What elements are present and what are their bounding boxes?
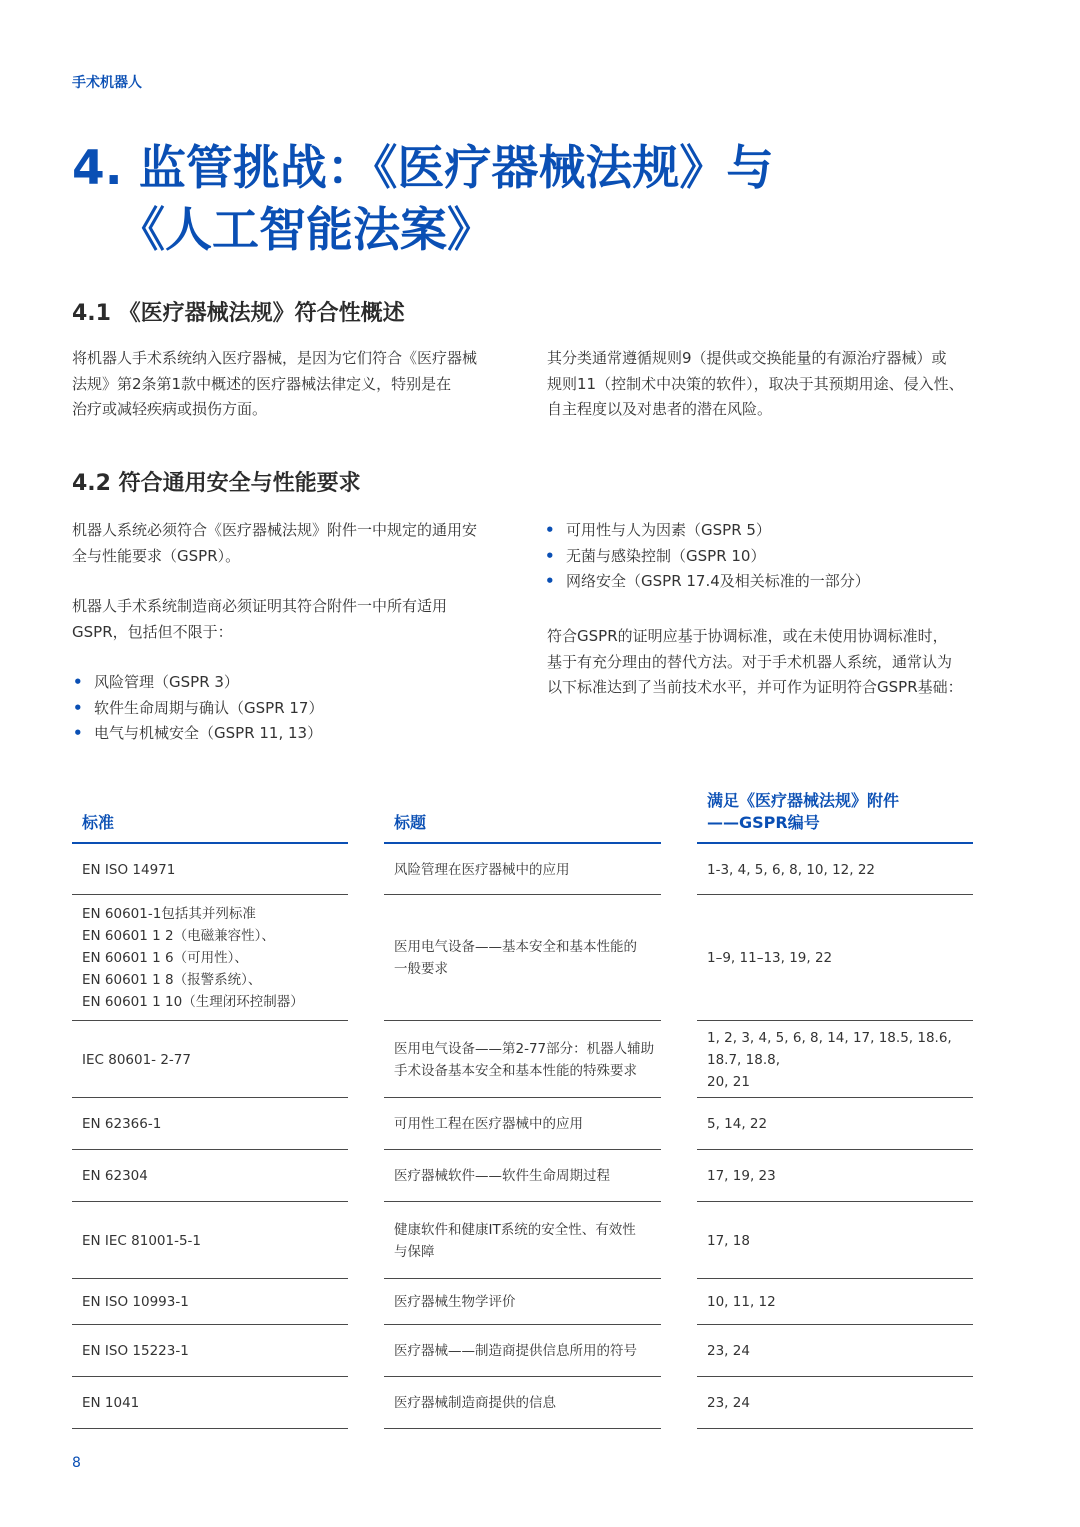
list-item xyxy=(72,670,512,696)
cell-line: EN 62366-1 xyxy=(82,1116,162,1132)
table-row xyxy=(72,895,973,1021)
page-title-line-2: 《人工智能法案》 xyxy=(118,203,494,258)
bullet-icon: • xyxy=(73,673,83,691)
cell-line: 风险管理在医疗器械中的应用 xyxy=(394,861,570,878)
text-line: 机器人系统必须符合《医疗器械法规》附件一中规定的通用安 xyxy=(72,521,478,539)
bullet-text: 软件生命周期与确认（GSPR 17） xyxy=(94,698,324,717)
running-head: 手术机器人 xyxy=(72,75,142,91)
cell-line: 医疗器械软件——软件生命周期过程 xyxy=(394,1168,610,1184)
cell-title xyxy=(384,1098,661,1150)
bullet-icon: • xyxy=(545,546,555,565)
cell-gspr xyxy=(697,1021,973,1098)
cell-line: 20, 21 xyxy=(707,1073,750,1090)
table-row xyxy=(72,1021,973,1098)
cell-standard xyxy=(72,1279,348,1325)
cell-gspr xyxy=(697,844,973,895)
cell-gspr xyxy=(697,1325,973,1377)
text-line: 基于有充分理由的替代方法。对于手术机器人系统，通常认为 xyxy=(547,652,953,671)
cell-line: EN ISO 15223-1 xyxy=(82,1343,189,1359)
cell-line: EN 60601 1 6（可用性）、 xyxy=(82,950,248,966)
bullet-icon: • xyxy=(545,521,555,539)
gspr-bullet-list-right xyxy=(544,518,984,595)
cell-title xyxy=(384,1021,661,1098)
table-row xyxy=(72,1098,973,1150)
cell-line: IEC 80601- 2-77 xyxy=(82,1051,191,1068)
text-line: 其分类通常遵循规则9（提供或交换能量的有源治疗器械）或 xyxy=(547,349,947,367)
table-row xyxy=(72,1150,973,1202)
cell-line: 5, 14, 22 xyxy=(707,1116,768,1132)
text-line: 自主程度以及对患者的潜在风险。 xyxy=(547,400,773,418)
cell-line: 1, 2, 3, 4, 5, 6, 8, 14, 17, 18.5, 18.6, 18.7, 18.8, xyxy=(707,1029,952,1068)
column-header-title: 标题 xyxy=(394,813,427,832)
cell-line: 医用电气设备——第2-77部分：机器人辅助 xyxy=(394,1040,655,1057)
cell-title xyxy=(384,1279,661,1325)
column-header-gspr-line-2: ——GSPR编号 xyxy=(707,813,820,832)
list-item xyxy=(544,544,984,570)
cell-title xyxy=(384,1325,661,1377)
cell-gspr xyxy=(697,1377,973,1429)
cell-line: 健康软件和健康IT系统的安全性、有效性 xyxy=(394,1221,636,1238)
row-rule xyxy=(384,1428,661,1429)
cell-line: 1–9, 11–13, 19, 22 xyxy=(707,950,833,966)
text-line: 以下标准达到了当前技术水平，并可作为证明符合GSPR基础： xyxy=(547,678,963,696)
row-rule xyxy=(697,1428,973,1429)
bullet-text: 可用性与人为因素（GSPR 5） xyxy=(566,521,771,539)
cell-standard xyxy=(72,844,348,895)
cell-line: EN 62304 xyxy=(82,1168,148,1184)
cell-line: 1-3, 4, 5, 6, 8, 10, 12, 22 xyxy=(707,861,876,878)
cell-standard xyxy=(72,1021,348,1098)
table-row xyxy=(72,1325,973,1377)
cell-line: EN 60601 1 2（电磁兼容性）、 xyxy=(82,928,275,944)
column-header-gspr xyxy=(707,790,899,834)
section-4-2-intro-paragraph xyxy=(72,518,512,569)
cell-standard xyxy=(72,1098,348,1150)
page-title-line-1: 4. 监管挑战：《医疗器械法规》与 xyxy=(72,141,774,196)
text-line: 机器人手术系统制造商必须证明其符合附件一中所有适用 xyxy=(72,597,448,615)
section-4-1-heading: 4.1 《医疗器械法规》符合性概述 xyxy=(72,301,405,326)
cell-gspr xyxy=(697,1279,973,1325)
table-row xyxy=(72,1377,973,1429)
cell-line: 医疗器械生物学评价 xyxy=(394,1294,516,1310)
row-rule xyxy=(72,1428,348,1429)
cell-gspr xyxy=(697,895,973,1021)
standards-table xyxy=(72,782,973,1429)
column-header-standard: 标准 xyxy=(82,813,115,832)
list-item xyxy=(544,569,984,595)
bullet-icon: • xyxy=(73,724,83,742)
cell-line: EN 60601 1 8（报警系统）、 xyxy=(82,972,262,988)
cell-line: 23, 24 xyxy=(707,1395,750,1411)
section-4-2-harmonized-paragraph xyxy=(547,624,987,701)
cell-standard xyxy=(72,1202,348,1279)
text-line: GSPR，包括但不限于： xyxy=(72,622,233,641)
cell-title xyxy=(384,1150,661,1202)
cell-line: 17, 18 xyxy=(707,1232,750,1249)
text-line: 法规》第2条第1款中概述的医疗器械法律定义，特别是在 xyxy=(72,374,452,393)
cell-title xyxy=(384,1377,661,1429)
cell-line: 医用电气设备——基本安全和基本性能的 xyxy=(394,939,637,955)
text-line: 全与性能要求（GSPR）。 xyxy=(72,546,241,565)
column-header-gspr-line-1: 满足《医疗器械法规》附件 xyxy=(707,791,900,810)
cell-line: 10, 11, 12 xyxy=(707,1294,776,1310)
cell-standard xyxy=(72,1325,348,1377)
cell-title xyxy=(384,844,661,895)
text-line: 治疗或减轻疾病或损伤方面。 xyxy=(72,400,268,418)
text-line: 将机器人手术系统纳入医疗器械，是因为它们符合《医疗器械 xyxy=(72,349,478,367)
cell-line: 17, 19, 23 xyxy=(707,1168,776,1184)
bullet-text: 电气与机械安全（GSPR 11, 13） xyxy=(94,724,323,742)
cell-line: EN 1041 xyxy=(82,1395,140,1411)
cell-standard xyxy=(72,895,348,1021)
table-header xyxy=(72,782,973,844)
bullet-icon: • xyxy=(73,698,83,717)
bullet-text: 网络安全（GSPR 17.4及相关标准的一部分） xyxy=(566,572,870,590)
cell-standard xyxy=(72,1377,348,1429)
cell-line: 一般要求 xyxy=(394,961,448,977)
page-number: 8 xyxy=(72,1455,81,1471)
cell-title xyxy=(384,1202,661,1279)
text-line: 符合GSPR的证明应基于协调标准，或在未使用协调标准时， xyxy=(547,627,948,645)
cell-line: 与保障 xyxy=(394,1243,435,1260)
cell-line: EN ISO 14971 xyxy=(82,861,176,878)
cell-gspr xyxy=(697,1202,973,1279)
cell-gspr xyxy=(697,1150,973,1202)
list-item xyxy=(72,721,512,747)
cell-line: 23, 24 xyxy=(707,1343,750,1359)
table-row xyxy=(72,844,973,895)
cell-line: EN 60601 1 10（生理闭环控制器） xyxy=(82,994,304,1010)
cell-line: 医疗器械制造商提供的信息 xyxy=(394,1395,556,1411)
cell-line: 医疗器械——制造商提供信息所用的符号 xyxy=(394,1343,637,1359)
cell-line: EN ISO 10993-1 xyxy=(82,1294,189,1310)
cell-gspr xyxy=(697,1098,973,1150)
table-row xyxy=(72,1202,973,1279)
text-line: 规则11（控制术中决策的软件），取决于其预期用途、侵入性、 xyxy=(547,374,964,393)
section-4-2-heading: 4.2 符合通用安全与性能要求 xyxy=(72,471,361,496)
bullet-text: 无菌与感染控制（GSPR 10） xyxy=(566,546,766,565)
table-row xyxy=(72,1279,973,1325)
section-4-1-right-paragraph xyxy=(547,346,987,423)
cell-line: 手术设备基本安全和基本性能的特殊要求 xyxy=(394,1062,637,1079)
page-title xyxy=(72,138,773,262)
section-4-1-left-paragraph xyxy=(72,346,512,423)
list-item xyxy=(72,696,512,722)
section-4-2-manufacturer-paragraph xyxy=(72,594,512,645)
list-item xyxy=(544,518,984,544)
cell-line: EN IEC 81001-5-1 xyxy=(82,1232,202,1249)
bullet-icon: • xyxy=(545,572,555,590)
cell-line: EN 60601-1包括其并列标准 xyxy=(82,906,256,922)
cell-line: 可用性工程在医疗器械中的应用 xyxy=(394,1116,583,1132)
cell-title xyxy=(384,895,661,1021)
gspr-bullet-list-left xyxy=(72,670,512,747)
cell-standard xyxy=(72,1150,348,1202)
bullet-text: 风险管理（GSPR 3） xyxy=(94,673,239,691)
